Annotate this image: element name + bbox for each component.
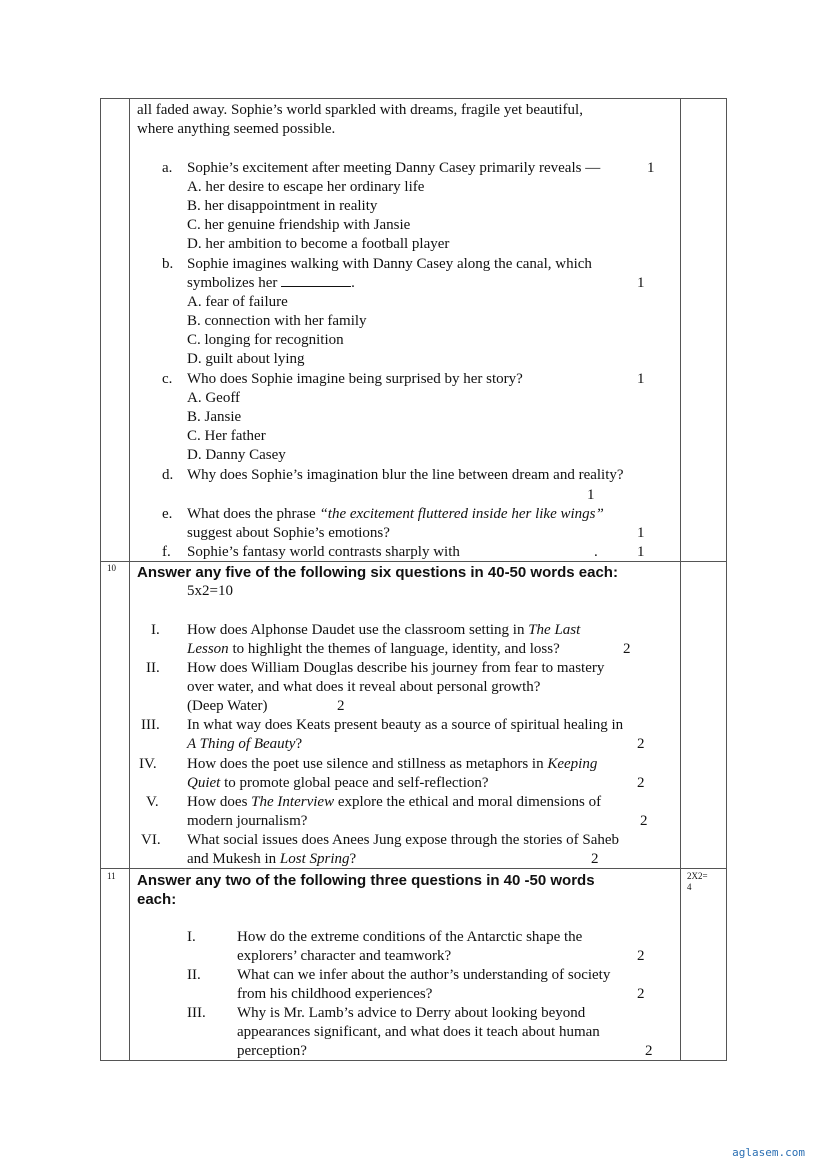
q9b-marker: b. bbox=[162, 256, 174, 272]
q10-item-4-text-cont: to promote global peace and self-reflection? bbox=[220, 775, 489, 791]
q10-item-4-marks: 2 bbox=[637, 775, 645, 791]
q9a-option: B. her disappointment in reality bbox=[187, 198, 378, 214]
q11-item-3-line-2: appearances significant, and what does it teach about human bbox=[237, 1024, 600, 1040]
q10-item-3-title: A Thing of Beauty bbox=[187, 736, 296, 752]
q10-item-1-line-1 bbox=[187, 621, 580, 640]
q10-item-6-line-1: What social issues does Anees Jung expose through the stories of Saheb bbox=[187, 832, 620, 848]
q9f-marks: 1 bbox=[637, 544, 645, 560]
column-divider-number bbox=[129, 99, 130, 1060]
q10-item-1-title-cont: Lesson bbox=[187, 641, 229, 657]
q11-item-3-line-1: Why is Mr. Lamb’s advice to Derry about looking beyond bbox=[237, 1005, 586, 1021]
q11-heading-line-1: Answer any two of the following three questions in 40 -50 words bbox=[137, 872, 595, 889]
q9e-marks: 1 bbox=[637, 525, 645, 541]
q9f-text: Sophie’s fantasy world contrasts sharply with bbox=[187, 544, 460, 560]
q9e-marker: e. bbox=[162, 506, 173, 522]
q10-item-5-text-b: explore the ethical and moral dimensions of bbox=[334, 794, 602, 810]
q9d-text: Why does Sophie’s imagination blur the line between dream and reality? bbox=[187, 467, 624, 483]
q10-heading: Answer any five of the following six questions in 40-50 words each: bbox=[137, 564, 618, 581]
q11-heading-line-2: each: bbox=[137, 891, 177, 908]
q10-marks: 5x2=10 bbox=[187, 583, 233, 599]
q9a-option: C. her genuine friendship with Jansie bbox=[187, 217, 411, 233]
passage-line-2: where anything seemed possible. bbox=[137, 121, 336, 137]
answer-blank bbox=[281, 274, 351, 287]
q9b-option: A. fear of failure bbox=[187, 294, 288, 310]
q10-item-6-line-2 bbox=[187, 850, 356, 869]
q10-item-5-text: How does bbox=[187, 794, 252, 810]
q9b-line-2: symbolizes her . bbox=[187, 275, 355, 291]
q11-item-num: I. bbox=[187, 929, 196, 945]
q10-item-num: V. bbox=[146, 794, 159, 810]
q10-item-4-title: Keeping bbox=[547, 756, 598, 772]
q9b-option: B. connection with her family bbox=[187, 313, 367, 329]
passage-line-1: all faded away. Sophie’s world sparkled with dreams, fragile yet beautiful, bbox=[137, 102, 583, 118]
q11-item-1-line-2: explorers’ character and teamwork? bbox=[237, 948, 452, 964]
q11-marks-line-2: 4 bbox=[687, 882, 692, 892]
q9c-option: B. Jansie bbox=[187, 409, 242, 425]
q10-item-5-title: The Interview bbox=[251, 794, 335, 810]
q10-item-3-line-2 bbox=[187, 735, 302, 754]
q11-item-3-marks: 2 bbox=[645, 1043, 653, 1059]
q9b-line-2-text: symbolizes her bbox=[187, 275, 278, 291]
q10-item-num: I. bbox=[151, 622, 160, 638]
q9e-line-2: suggest about Sophie’s emotions? bbox=[187, 525, 390, 541]
q10-item-1-text-cont: to highlight the themes of language, identity, and loss? bbox=[228, 641, 560, 657]
q9c-option: D. Danny Casey bbox=[187, 447, 286, 463]
q10-number: 10 bbox=[107, 563, 116, 573]
q9e-line-1 bbox=[187, 505, 604, 524]
q11-item-2-line-1: What can we infer about the author’s understanding of society bbox=[237, 967, 611, 983]
q9f-dot: . bbox=[594, 544, 598, 560]
q10-item-6-title: Lost Spring bbox=[279, 851, 350, 867]
q9c-marker: c. bbox=[162, 371, 173, 387]
q10-item-1-text: How does Alphonse Daudet use the classroom setting in bbox=[187, 622, 529, 638]
q10-item-num: IV. bbox=[139, 756, 157, 772]
footer-watermark: aglasem.com bbox=[732, 1146, 805, 1159]
q9c-marks: 1 bbox=[637, 371, 645, 387]
q9d-marker: d. bbox=[162, 467, 174, 483]
q10-item-2-line-2: over water, and what does it reveal about personal growth? bbox=[187, 679, 541, 695]
q10-item-3-line-1: In what way does Keats present beauty as a source of spiritual healing in bbox=[187, 717, 624, 733]
q11-item-2-marks: 2 bbox=[637, 986, 645, 1002]
q10-item-6-marks: 2 bbox=[591, 851, 599, 867]
q10-item-4-line-1 bbox=[187, 755, 597, 774]
q9a-option: A. her desire to escape her ordinary life bbox=[187, 179, 425, 195]
q10-item-num: II. bbox=[146, 660, 160, 676]
q9c-text: Who does Sophie imagine being surprised by her story? bbox=[187, 371, 523, 387]
q9c-option: C. Her father bbox=[187, 428, 266, 444]
q10-item-num: III. bbox=[141, 717, 160, 733]
q10-item-2-marks: 2 bbox=[337, 698, 345, 714]
q11-item-num: III. bbox=[187, 1005, 206, 1021]
q11-item-2-line-2: from his childhood experiences? bbox=[237, 986, 433, 1002]
q9b-option: D. guilt about lying bbox=[187, 351, 305, 367]
q11-marks-line-1: 2X2= bbox=[687, 871, 708, 881]
q10-item-5-line-2: modern journalism? bbox=[187, 813, 308, 829]
q10-item-2-line-1: How does William Douglas describe his journey from fear to mastery bbox=[187, 660, 605, 676]
q9a-marks: 1 bbox=[647, 160, 655, 176]
q10-item-4-line-2 bbox=[187, 774, 489, 793]
q11-number: 11 bbox=[107, 871, 116, 881]
q10-item-4-title-cont: Quiet bbox=[187, 775, 221, 791]
q10-item-3-text-cont: ? bbox=[295, 736, 303, 752]
q10-item-5-line-1 bbox=[187, 793, 601, 812]
q10-item-num: VI. bbox=[141, 832, 161, 848]
q11-item-num: II. bbox=[187, 967, 201, 983]
q10-item-1-line-2 bbox=[187, 640, 560, 659]
q9d-marks: 1 bbox=[587, 487, 595, 503]
q9a-text: Sophie’s excitement after meeting Danny Casey primarily reveals — bbox=[187, 160, 601, 176]
q9b-line-1: Sophie imagines walking with Danny Casey along the canal, which bbox=[187, 256, 592, 272]
q10-item-4-text: How does the poet use silence and stillness as metaphors in bbox=[187, 756, 548, 772]
q9e-pre: What does the phrase bbox=[187, 506, 320, 522]
q9a-option: D. her ambition to become a football player bbox=[187, 236, 450, 252]
q10-item-2-line-3: (Deep Water) bbox=[187, 698, 268, 714]
q10-item-6-text: and Mukesh in bbox=[187, 851, 280, 867]
q9b-marks: 1 bbox=[637, 275, 645, 291]
q10-item-1-marks: 2 bbox=[623, 641, 631, 657]
q11-item-1-marks: 2 bbox=[637, 948, 645, 964]
q9c-option: A. Geoff bbox=[187, 390, 241, 406]
q10-item-6-text-cont: ? bbox=[349, 851, 357, 867]
q11-item-3-line-3: perception? bbox=[237, 1043, 307, 1059]
q11-item-1-line-1: How do the extreme conditions of the Antarctic shape the bbox=[237, 929, 583, 945]
q9a-marker: a. bbox=[162, 160, 173, 176]
q10-item-5-marks: 2 bbox=[640, 813, 648, 829]
q9b-option: C. longing for recognition bbox=[187, 332, 344, 348]
q9e-quote: “the excitement fluttered inside her like wings” bbox=[319, 506, 604, 522]
q10-item-1-title: The Last bbox=[528, 622, 581, 638]
column-divider-marks bbox=[680, 99, 681, 1060]
q9f-marker: f. bbox=[162, 544, 171, 560]
q10-item-3-marks: 2 bbox=[637, 736, 645, 752]
